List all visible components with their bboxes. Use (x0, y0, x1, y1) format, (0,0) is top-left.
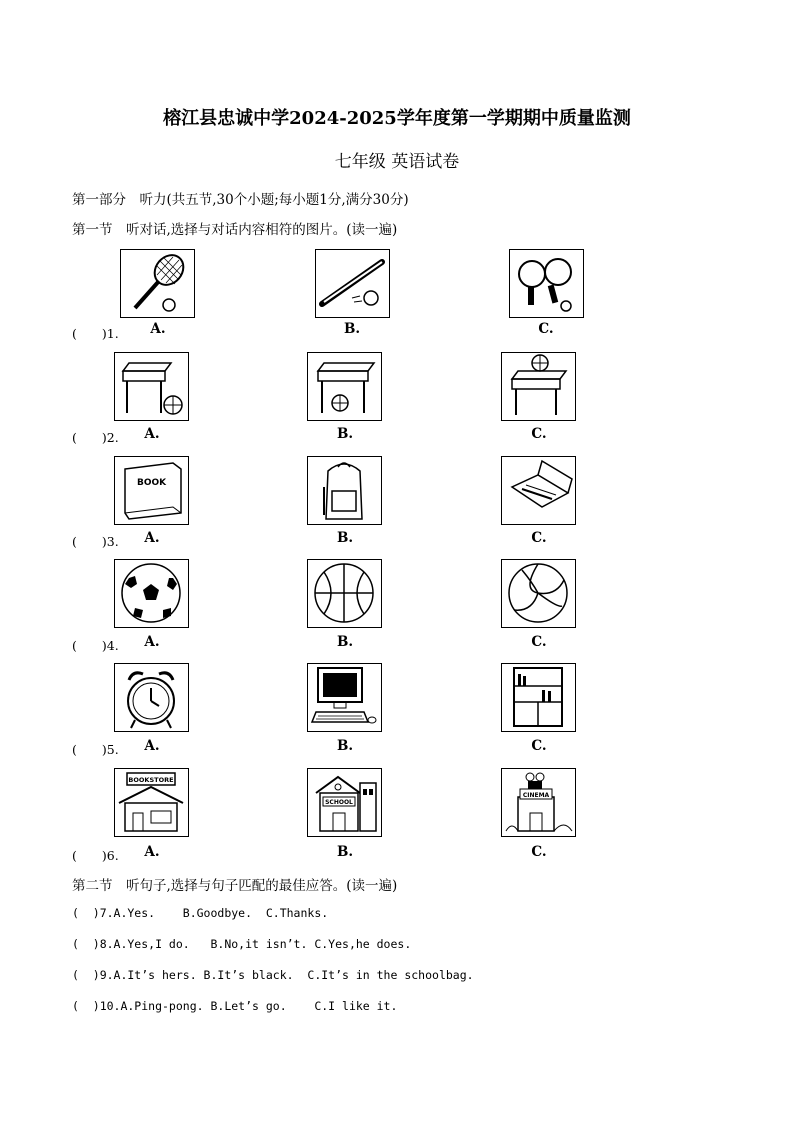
school-sign: SCHOOL (325, 799, 353, 806)
q2-option-c: C. (531, 426, 547, 442)
bookstore-sign: BOOKSTORE (128, 776, 174, 784)
question-3-number: ( )3. (72, 534, 119, 549)
ball-under-desk-icon (307, 352, 382, 421)
q2-option-b: B. (336, 426, 354, 442)
ball-beside-desk-icon (114, 352, 189, 421)
q5-option-b: B. (336, 738, 354, 754)
q3-option-b: B. (336, 530, 354, 546)
question-10: ( )10.A.Ping-pong. B.Let’s go. C.I like it. (72, 999, 398, 1013)
q1-option-c: C. (538, 321, 554, 337)
cinema-icon (501, 768, 576, 837)
book-label: BOOK (137, 478, 167, 488)
q3-option-c: C. (531, 530, 547, 546)
backpack-icon (307, 456, 382, 525)
q6-option-c: C. (531, 844, 547, 860)
basketball-icon (307, 559, 382, 628)
volleyball-icon (501, 559, 576, 628)
baseball-bat-icon (315, 249, 390, 318)
question-5-number: ( )5. (72, 742, 119, 757)
question-2-number: ( )2. (72, 430, 119, 445)
cinema-sign: CINEMA (522, 792, 550, 799)
alarm-clock-icon (114, 663, 189, 732)
q1-option-b: B. (343, 321, 361, 337)
q5-option-c: C. (531, 738, 547, 754)
school-icon (307, 768, 382, 837)
book-icon (114, 456, 189, 525)
question-4-number: ( )4. (72, 638, 119, 653)
computer-icon (307, 663, 382, 732)
exam-subtitle: 七年级 英语试卷 (334, 152, 460, 172)
ball-on-desk-icon (501, 352, 576, 421)
q1-option-a: A. (150, 321, 166, 337)
q4-option-b: B. (336, 634, 354, 650)
section2-heading: 第二节 听句子,选择与句子匹配的最佳应答。(读一遍) (72, 878, 398, 894)
ping-pong-paddles-icon (509, 249, 584, 318)
section1-heading: 第一节 听对话,选择与对话内容相符的图片。(读一遍) (72, 222, 398, 238)
question-1-number: ( )1. (72, 326, 119, 341)
question-6-number: ( )6. (72, 848, 119, 863)
q2-option-a: A. (144, 426, 160, 442)
question-8: ( )8.A.Yes,I do. B.No,it isn’t. C.Yes,he does. (72, 937, 412, 951)
part1-heading: 第一部分 听力(共五节,30个小题;每小题1分,满分30分) (72, 192, 409, 208)
question-7: ( )7.A.Yes. B.Goodbye. C.Thanks. (72, 906, 329, 920)
q6-option-b: B. (336, 844, 354, 860)
q4-option-c: C. (531, 634, 547, 650)
soccer-ball-icon (114, 559, 189, 628)
pencil-box-icon (501, 456, 576, 525)
exam-title: 榕江县忠诚中学2024-2025学年度第一学期期中质量监测 (163, 108, 631, 129)
bookstore-icon (114, 768, 189, 837)
q3-option-a: A. (144, 530, 160, 546)
question-9: ( )9.A.It’s hers. B.It’s black. C.It’s in the schoolbag. (72, 968, 474, 982)
q6-option-a: A. (144, 844, 160, 860)
tennis-racket-icon (120, 249, 195, 318)
q5-option-a: A. (144, 738, 160, 754)
q4-option-a: A. (144, 634, 160, 650)
bookcase-icon (501, 663, 576, 732)
